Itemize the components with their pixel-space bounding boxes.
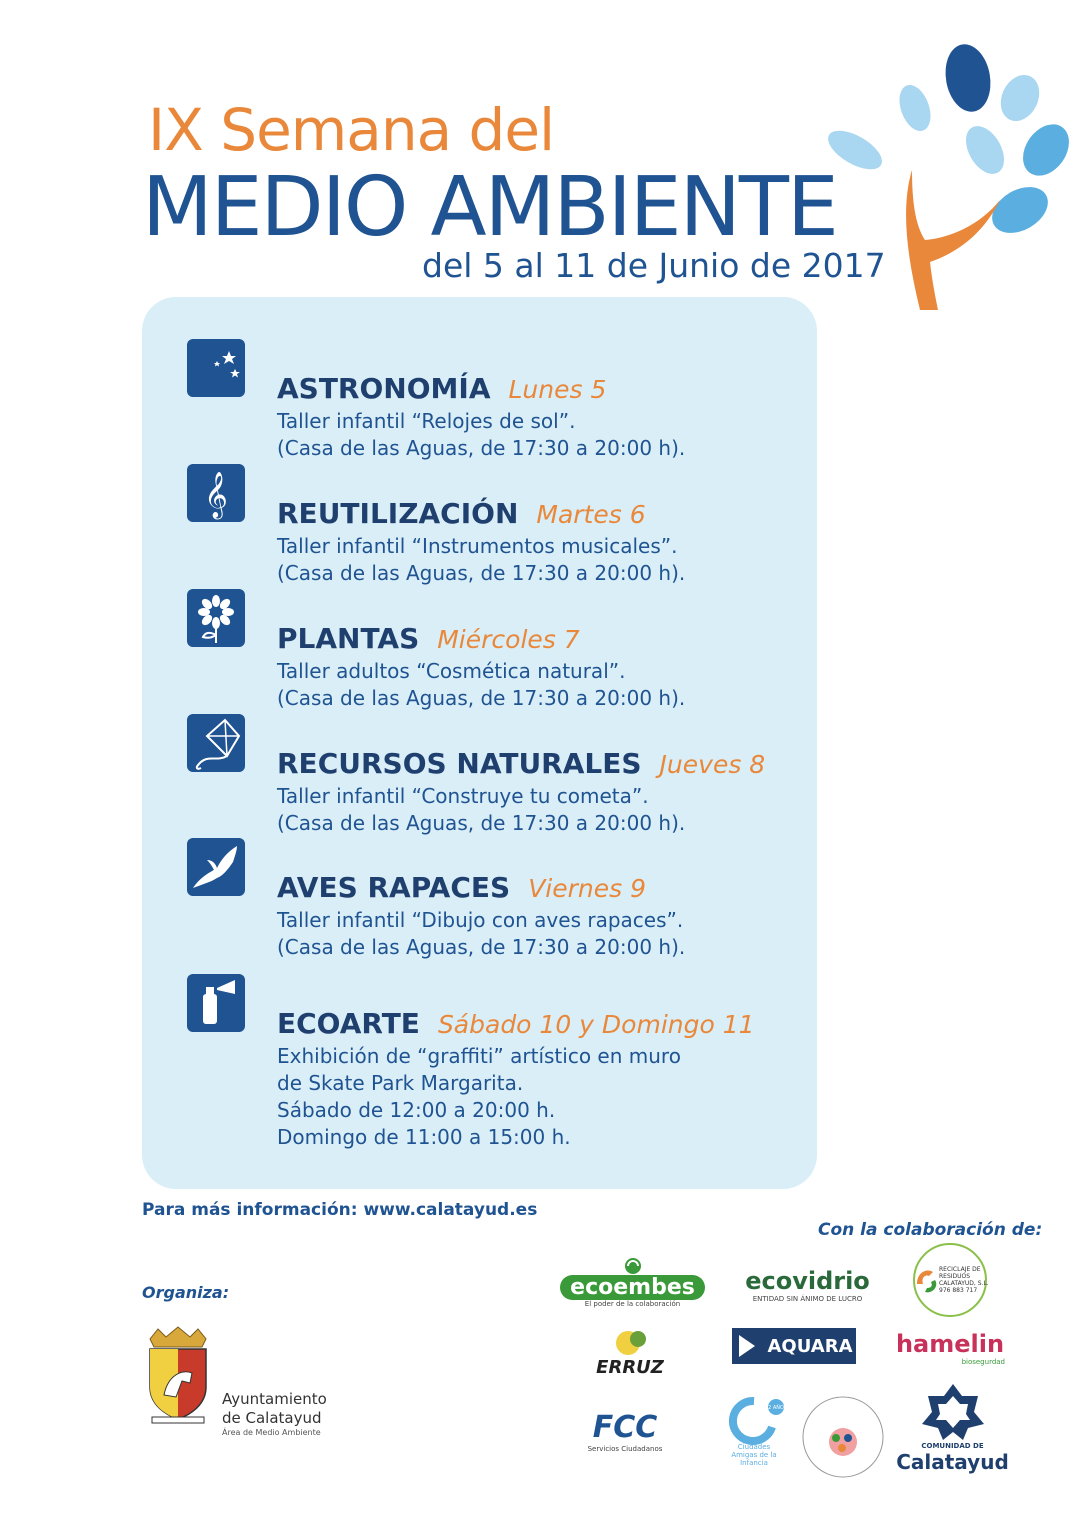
ecovidrio-logo <box>745 1265 870 1305</box>
event-line: (Casa de las Aguas, de 17:30 a 20:00 h). <box>277 686 686 710</box>
consejo-infancia-seal-icon <box>798 1392 888 1482</box>
aquara-arrow-icon <box>735 1331 759 1361</box>
event-dates: del 5 al 11 de Junio de 2017 <box>422 246 886 285</box>
event-line: Taller infantil “Dibujo con aves rapaces”. <box>277 908 684 932</box>
event-line: (Casa de las Aguas, de 17:30 a 20:00 h). <box>277 935 686 959</box>
event-line: Taller adultos “Cosmética natural”. <box>277 659 626 683</box>
fcc-tagline: Servicios Ciudadanos <box>587 1444 663 1453</box>
comunidad-tagline: COMUNIDAD DE <box>921 1442 984 1450</box>
event-recursos-naturales <box>277 747 765 780</box>
fcc-logo <box>580 1400 670 1462</box>
calatayud-crest-icon <box>138 1325 218 1425</box>
treble-clef-icon <box>187 464 245 522</box>
ecoembes-leaf-icon <box>621 1257 645 1275</box>
aquara-logo <box>732 1328 856 1364</box>
event-title: AVES RAPACES <box>277 871 511 904</box>
event-title: PLANTAS <box>277 622 420 655</box>
moon-stars-icon <box>187 339 245 397</box>
ciudades-badge: 12 AÑOS <box>764 1405 788 1411</box>
ecoembes-logo <box>570 1252 695 1312</box>
program-panel <box>142 297 817 1189</box>
flower-icon <box>187 589 245 647</box>
event-aves-rapaces <box>277 871 646 904</box>
event-line: (Casa de las Aguas, de 17:30 a 20:00 h). <box>277 811 686 835</box>
event-line: Domingo de 11:00 a 15:00 h. <box>277 1125 571 1149</box>
comunidad-name: Calatayud <box>896 1450 1009 1474</box>
tree-logo-icon <box>820 40 1070 320</box>
hamelin-logo <box>895 1328 1005 1368</box>
title-line-2: MEDIO AMBIENTE <box>142 160 837 255</box>
ayuntamiento-line-1: Ayuntamiento <box>222 1390 327 1408</box>
ayuntamiento-line-2: de Calatayud <box>222 1409 322 1427</box>
event-day: Martes 6 <box>536 500 646 529</box>
event-ecoarte <box>277 1007 755 1040</box>
event-day: Viernes 9 <box>528 874 646 903</box>
reciclaje-logo <box>895 1240 1005 1320</box>
collaboration-label: Con la colaboración de: <box>818 1220 1043 1240</box>
ercruz-logo <box>590 1322 670 1382</box>
event-title: REUTILIZACIÓN <box>277 497 519 530</box>
event-line: (Casa de las Aguas, de 17:30 a 20:00 h). <box>277 436 686 460</box>
ecovidrio-tagline: ENTIDAD SIN ÁNIMO DE LUCRO <box>752 1295 863 1303</box>
event-plantas <box>277 622 580 655</box>
event-line: Taller infantil “Relojes de sol”. <box>277 409 576 433</box>
svg-text:𝄞: 𝄞 <box>204 472 228 518</box>
ecovidrio-name: ecovidrio <box>745 1267 870 1295</box>
ercruz-apple-icon <box>610 1327 650 1357</box>
bird-icon <box>187 838 245 896</box>
more-info <box>142 1200 537 1220</box>
event-day: Jueves 8 <box>659 750 766 779</box>
ayuntamiento-name <box>222 1390 327 1428</box>
comunidad-star-icon <box>918 1382 988 1442</box>
event-title: ECOARTE <box>277 1007 420 1040</box>
event-day: Miércoles 7 <box>437 625 580 654</box>
event-line: Exhibición de “graffiti” artístico en muro <box>277 1044 681 1068</box>
event-line: de Skate Park Margarita. <box>277 1071 524 1095</box>
ciudades-name: Ciudades Amigas de la Infancia <box>731 1443 777 1467</box>
hamelin-name: hamelin <box>895 1330 1005 1358</box>
event-line: Taller infantil “Construye tu cometa”. <box>277 784 649 808</box>
ecoembes-tagline: El poder de la colaboración <box>584 1299 681 1308</box>
aquara-name: AQUARA <box>767 1335 853 1357</box>
ayuntamiento-area: Área de Medio Ambiente <box>222 1428 321 1437</box>
ciudades-amigas-logo <box>706 1392 802 1472</box>
event-line: Taller infantil “Instrumentos musicales”. <box>277 534 678 558</box>
ecoembes-name: ecoembes <box>560 1275 705 1300</box>
event-reutilizacion <box>277 497 646 530</box>
event-day: Lunes 5 <box>508 375 607 404</box>
reciclaje-seal-icon <box>895 1240 1005 1320</box>
event-line: (Casa de las Aguas, de 17:30 a 20:00 h). <box>277 561 686 585</box>
event-astronomia <box>277 372 606 405</box>
website-link[interactable]: www.calatayud.es <box>363 1200 538 1220</box>
fcc-name: FCC <box>592 1409 658 1445</box>
spray-can-icon <box>187 974 245 1032</box>
organiza-label: Organiza: <box>142 1283 230 1302</box>
reciclaje-name: RECICLAJE DE RESIDUOS CALATAYUD, S.L. <box>939 1266 989 1287</box>
more-info-label: Para más información: <box>142 1200 358 1220</box>
event-day: Sábado 10 y Domingo 11 <box>437 1010 755 1039</box>
title-line-1: IX Semana del <box>148 96 555 164</box>
event-title: ASTRONOMÍA <box>277 372 491 405</box>
event-title: RECURSOS NATURALES <box>277 747 642 780</box>
event-line: Sábado de 12:00 a 20:00 h. <box>277 1098 556 1122</box>
ercruz-name: ERRUZ <box>596 1356 664 1378</box>
ciudades-amigas-icon <box>724 1397 788 1443</box>
reciclaje-phone: 976 883 717 <box>939 1287 978 1294</box>
hamelin-tagline: biosegurdad <box>961 1358 1005 1366</box>
comunidad-calatayud-logo <box>895 1378 1010 1478</box>
kite-icon <box>187 714 245 772</box>
